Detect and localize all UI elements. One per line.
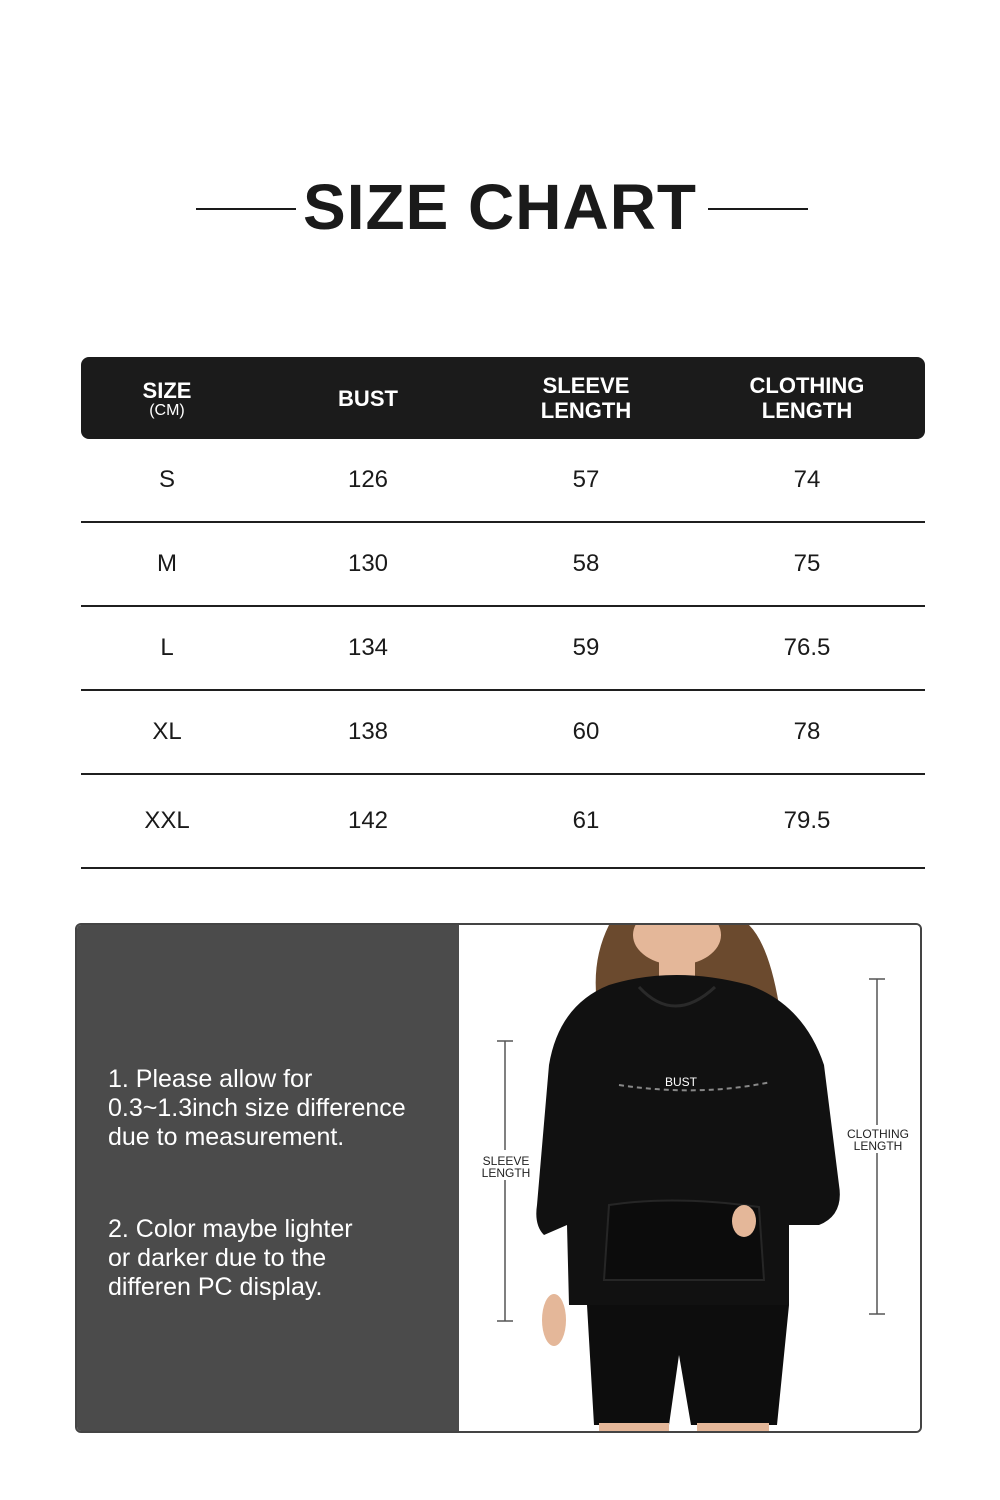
cell-bust: 138: [347, 718, 389, 745]
cell-size: L: [160, 634, 174, 661]
shorts-shape: [587, 1305, 789, 1425]
header-clothing-length: CLOTHING LENGTH: [749, 373, 865, 423]
cell-bust: 130: [347, 550, 389, 577]
header-size-unit: (CM): [149, 401, 185, 419]
cell-sleeve: 60: [572, 718, 600, 745]
left-leg-shape: [599, 1423, 669, 1431]
cell-size: M: [157, 550, 177, 577]
title-rule-right: [708, 208, 808, 210]
cell-sleeve: 58: [572, 550, 600, 577]
cell-clothing: 75: [793, 550, 821, 577]
cell-bust: 126: [347, 466, 389, 493]
table-row: [81, 523, 925, 607]
cell-sleeve: 61: [572, 807, 600, 834]
right-hand-shape: [732, 1205, 756, 1237]
table-row: [81, 775, 925, 869]
left-hand-shape: [542, 1294, 566, 1346]
cell-sleeve: 59: [572, 634, 600, 661]
cell-bust: 134: [347, 634, 389, 661]
clothing-length-label: CLOTHING LENGTH: [846, 1127, 909, 1153]
cell-clothing: 76.5: [783, 634, 831, 661]
size-table: [81, 357, 925, 869]
table-row: [81, 439, 925, 523]
cell-size: XL: [152, 718, 182, 745]
table-row: [81, 607, 925, 691]
table-header: [81, 357, 925, 439]
cell-size: S: [158, 466, 175, 493]
header-size: [81, 378, 253, 419]
note-color: 2. Color maybe lighter or darker due to the differen PC display.: [108, 1215, 353, 1301]
note-measurement: 1. Please allow for 0.3~1.3inch size difference due to measurement.: [108, 1065, 406, 1151]
model-figure: [459, 925, 920, 1431]
notes-box: [77, 925, 459, 1431]
cell-clothing: 74: [793, 466, 821, 493]
title-section: [0, 165, 1000, 255]
cell-size: XXL: [144, 807, 190, 834]
cell-clothing: 79.5: [783, 807, 831, 834]
sleeve-length-label: SLEEVE LENGTH: [481, 1154, 531, 1180]
info-panel: [75, 923, 922, 1433]
table-row: [81, 691, 925, 775]
cell-sleeve: 57: [572, 466, 600, 493]
header-bust: BUST: [338, 385, 398, 411]
header-sleeve-length: SLEEVE LENGTH: [540, 373, 632, 423]
page-title: SIZE CHART: [303, 171, 697, 243]
header-size-label: SIZE: [142, 377, 192, 403]
cell-bust: 142: [347, 807, 389, 834]
cell-clothing: 78: [793, 718, 821, 745]
bust-label: BUST: [664, 1075, 697, 1089]
right-leg-shape: [697, 1423, 769, 1431]
